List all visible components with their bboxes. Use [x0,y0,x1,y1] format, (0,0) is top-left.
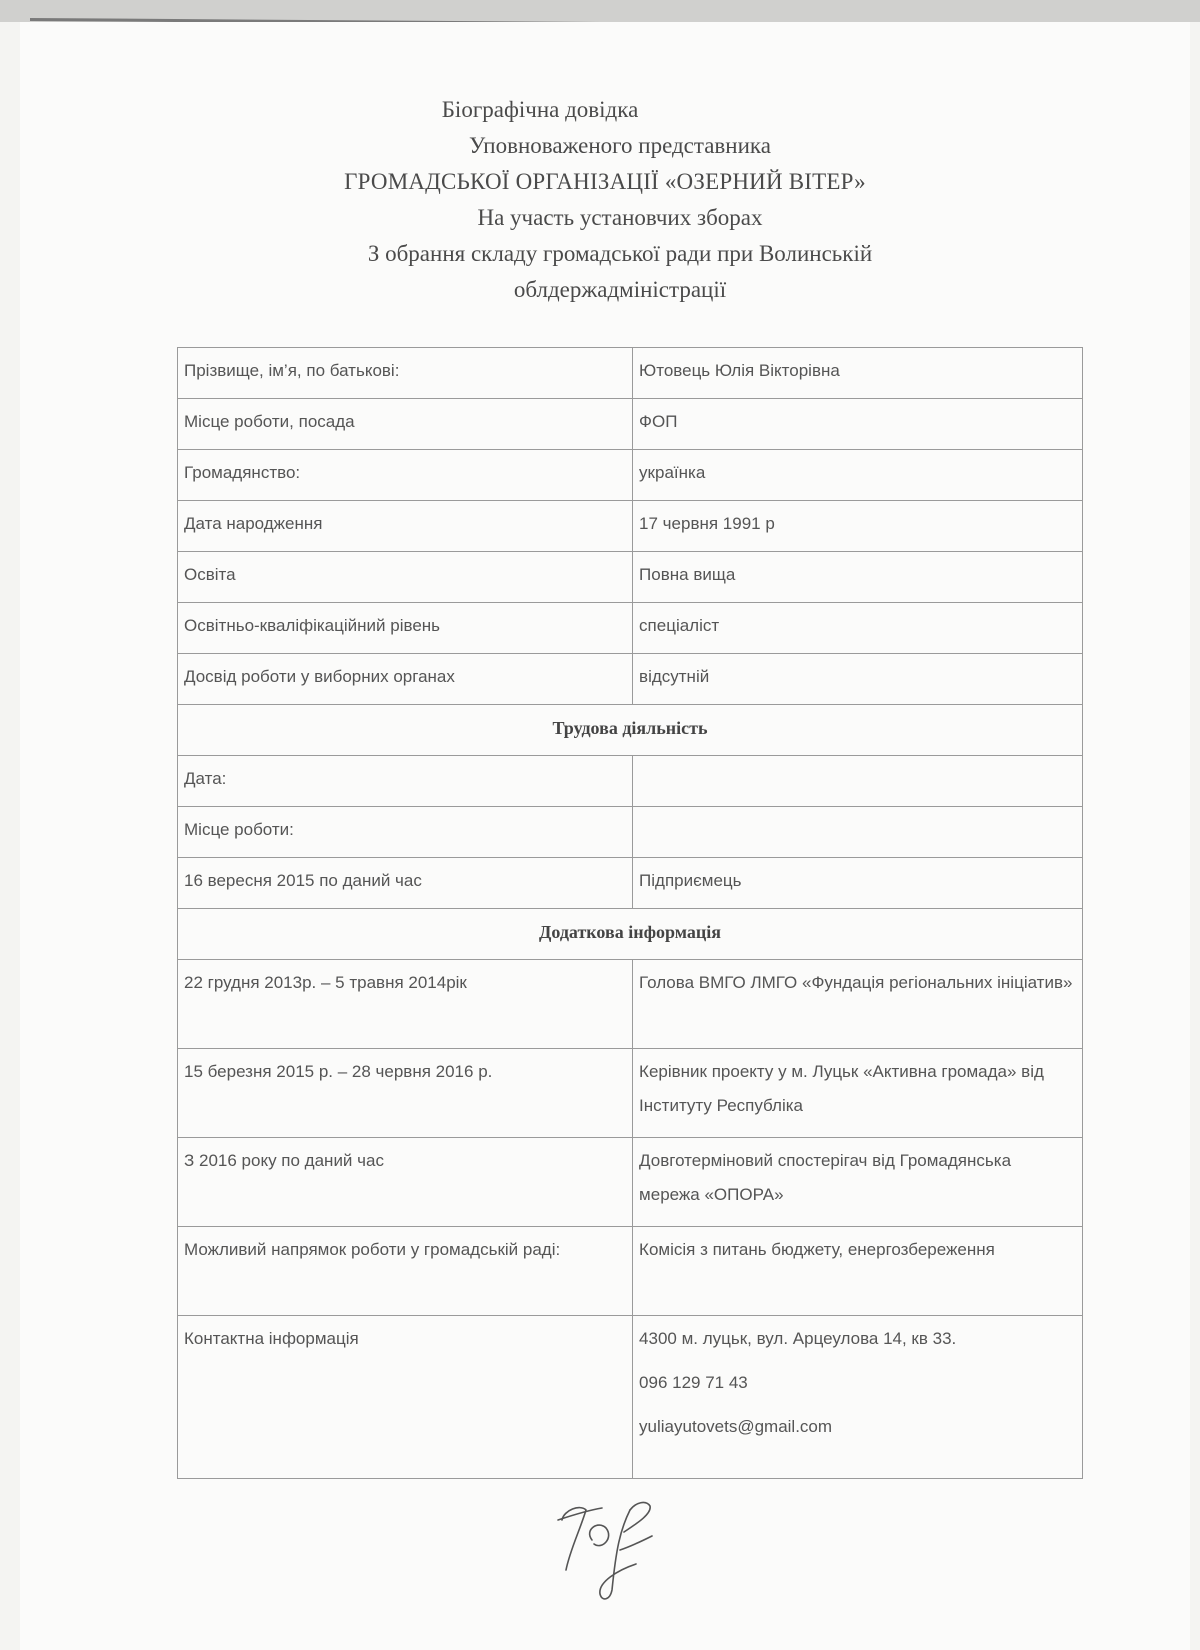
row-label: 16 вересня 2015 по даний час [178,858,633,909]
table-row [178,348,1083,399]
heading-council: З обрання складу громадської ради при Волинській [367,241,873,266]
row-value: Голова ВМГО ЛМГО «Фундація регіональних ініціатив» [633,960,1083,1049]
contact-phone: 096 129 71 43 [639,1373,748,1392]
heading-purpose: На участь установчих зборах [477,205,763,230]
row-value: Комісія з питань бюджету, енергозбереження [633,1227,1083,1316]
heading-administration: облдержадміністрації [513,277,727,302]
row-label: Освіта [178,552,633,603]
row-label: 15 березня 2015 р. – 28 червня 2016 р. [178,1049,633,1138]
table-row [178,399,1083,450]
contact-address: 4300 м. луцьк, вул. Арцеулова 14, кв 33. [639,1329,957,1348]
table-row [178,654,1083,705]
row-value: ФОП [633,399,1083,450]
row-label: Місце роботи: [178,807,633,858]
row-label: Досвід роботи у виборних органах [178,654,633,705]
row-label: З 2016 року по даний час [178,1138,633,1227]
row-label: 22 грудня 2013р. – 5 травня 2014рік [178,960,633,1049]
row-value: відсутній [633,654,1083,705]
section-title-work: Трудова діяльність [178,705,1083,756]
contact-values [633,1316,1083,1479]
table-row [178,1138,1083,1227]
table-row [178,807,1083,858]
table-row [178,1227,1083,1316]
row-label: Можливий напрямок роботи у громадській раді: [178,1227,633,1316]
row-label: Дата: [178,756,633,807]
handwritten-signature [540,1480,700,1620]
row-value: спеціаліст [633,603,1083,654]
row-value: українка [633,450,1083,501]
row-value [633,756,1083,807]
section-title-extra: Додаткова інформація [178,909,1083,960]
table-row [178,756,1083,807]
heading-organization: ГРОМАДСЬКОЇ ОРГАНІЗАЦІЇ «ОЗЕРНИЙ ВІТЕР» [344,169,866,194]
row-value: Ютовець Юлія Вікторівна [633,348,1083,399]
row-label: Місце роботи, посада [178,399,633,450]
row-value [633,807,1083,858]
heading-subtitle: Уповноваженого представника [469,133,771,158]
section-header-work [178,705,1083,756]
table-row [178,501,1083,552]
row-label: Дата народження [178,501,633,552]
section-header-extra [178,909,1083,960]
row-label: Прізвище, ім’я, по батькові: [178,348,633,399]
document-heading [0,92,1200,308]
row-label: Освітньо-кваліфікаційний рівень [178,603,633,654]
table-row [178,858,1083,909]
heading-title: Біографічна довідка [441,97,639,122]
contact-row [178,1316,1083,1479]
row-value: Повна вища [633,552,1083,603]
table-row [178,960,1083,1049]
contact-email: yuliayutovets@gmail.com [639,1417,833,1436]
row-value: Підприємець [633,858,1083,909]
row-value: 17 червня 1991 р [633,501,1083,552]
row-value: Керівник проекту у м. Луцьк «Активна громада» від Інституту Республіка [633,1049,1083,1138]
table-row [178,603,1083,654]
biography-table [177,347,1083,1479]
table-row [178,450,1083,501]
table-row [178,1049,1083,1138]
row-value: Довготерміновий спостерігач від Громадянська мережа «ОПОРА» [633,1138,1083,1227]
table-row [178,552,1083,603]
row-label: Громадянство: [178,450,633,501]
contact-label: Контактна інформація [178,1316,633,1479]
